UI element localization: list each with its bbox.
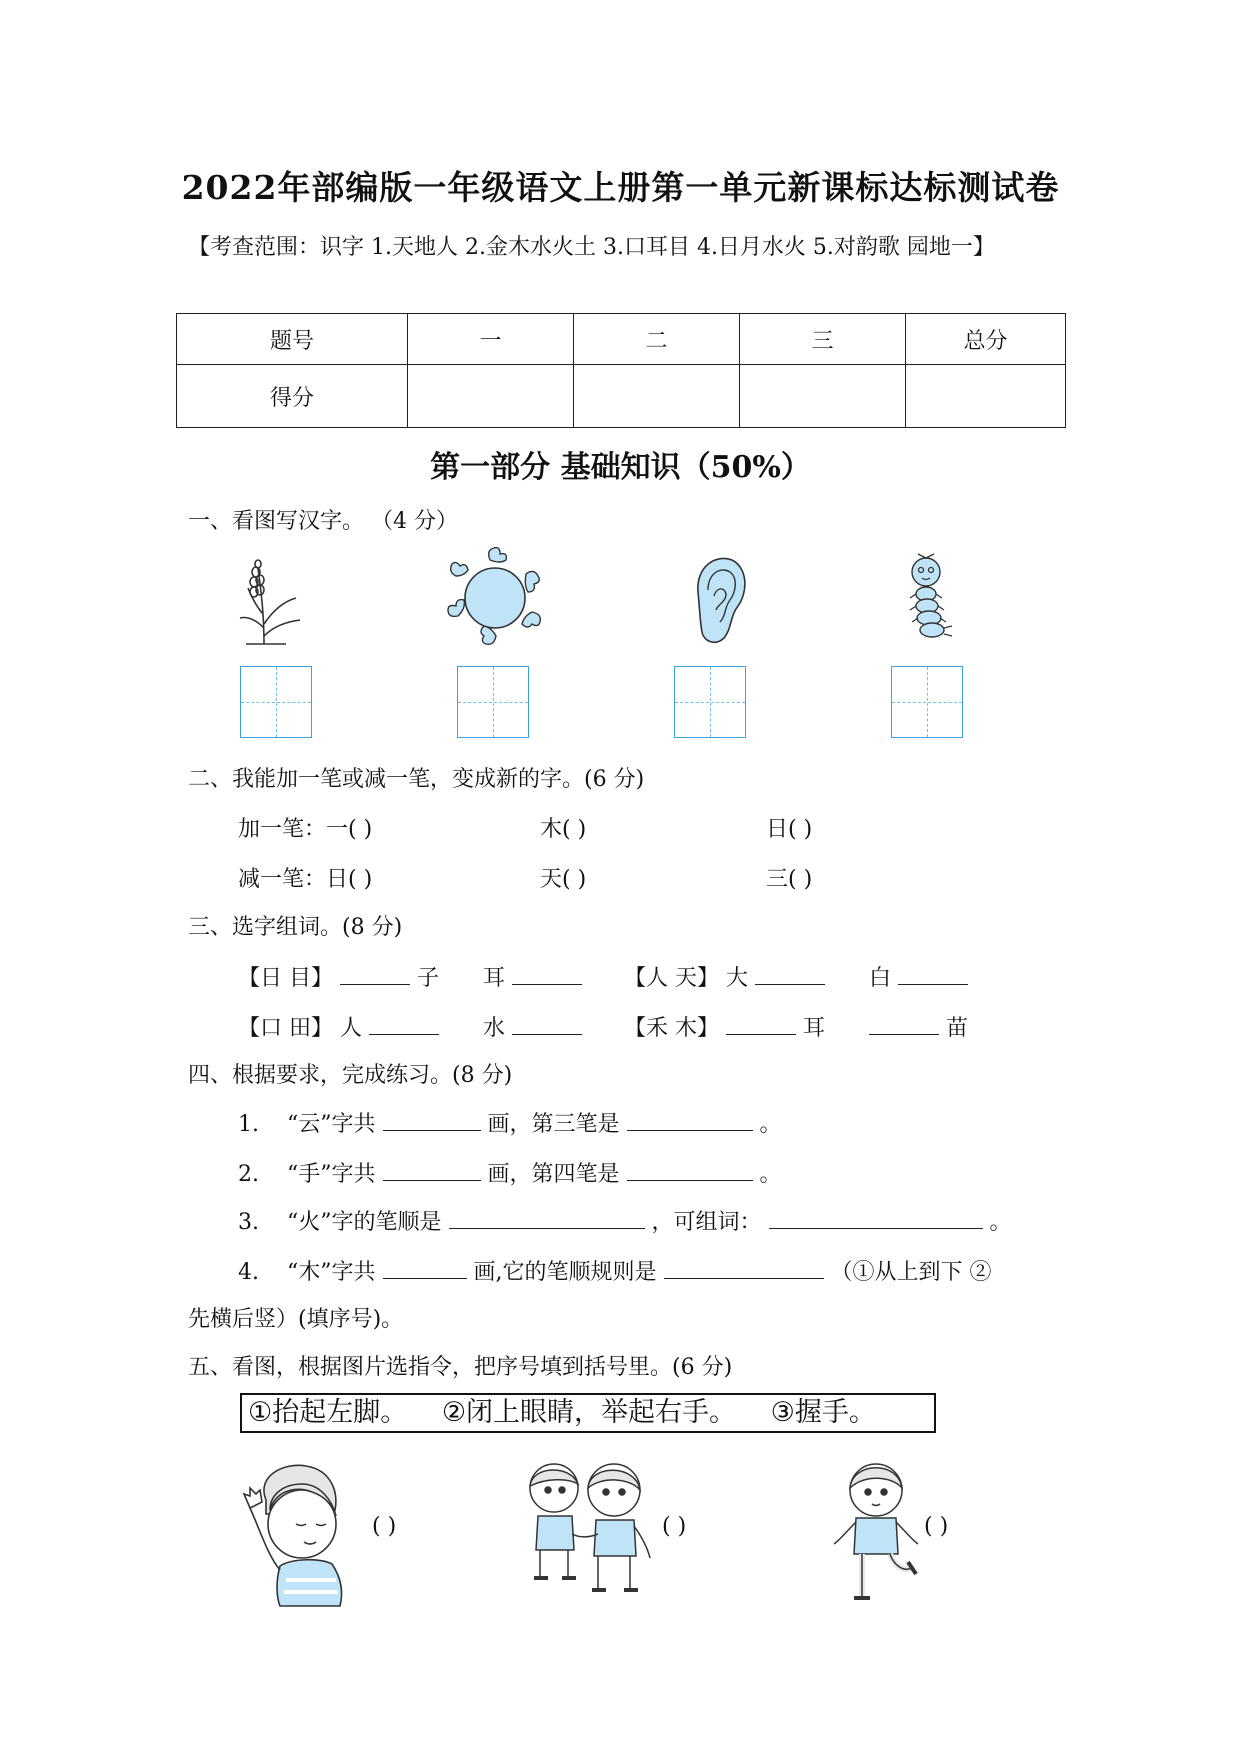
q4-text: “木”字共 [287, 1260, 376, 1285]
q3-blank[interactable] [726, 1010, 796, 1035]
answer-blank[interactable]: ( ) [924, 1514, 949, 1539]
q3-group: 【口 田】 [238, 1016, 333, 1041]
score-header-cell: 二 [574, 314, 740, 365]
q4-item-4-continued: 先横后竖）(填序号)。 [188, 1307, 404, 1332]
q3-row2 [238, 1010, 968, 1042]
q4-text: 画，第三笔是 [487, 1112, 620, 1137]
q4-blank[interactable] [627, 1106, 753, 1131]
exam-scope: 【考查范围：识字 1.天地人 2.金木水火土 3.口耳目 4.日月水火 5.对韵歌 园地一】 [188, 235, 995, 260]
q3-char: 子 [417, 966, 440, 991]
q4-item-4 [238, 1254, 992, 1286]
q5-title: 五、看图，根据图片选指令，把序号填到括号里。(6 分) [188, 1355, 733, 1380]
q3-blank[interactable] [512, 1010, 582, 1035]
command-item: ③握手。 [770, 1397, 876, 1428]
q4-text: ，可组词： [651, 1210, 762, 1235]
q2-add-label: 加一笔： [238, 817, 327, 842]
q4-item-1 [238, 1106, 782, 1138]
sun-icon [440, 546, 550, 650]
command-item: ①抬起左脚。 [248, 1397, 408, 1428]
q3-row1 [238, 960, 968, 992]
q4-blank[interactable] [383, 1106, 481, 1131]
q3-group: 【日 目】 [238, 966, 333, 991]
score-cell[interactable] [408, 365, 574, 428]
writing-grid-1[interactable] [240, 666, 312, 738]
q3-char: 人 [340, 1016, 363, 1041]
q2-add-item[interactable]: 木( ) [540, 817, 587, 842]
boy-raising-hand-icon [236, 1460, 366, 1608]
q1-title: 一、看图写汉字。 （4 分） [188, 509, 458, 534]
q3-char: 白 [869, 966, 892, 991]
boy-lifting-foot-icon [832, 1456, 922, 1612]
q4-text: 。 [989, 1210, 1012, 1235]
q3-char: 水 [483, 1016, 506, 1041]
q3-char: 苗 [946, 1016, 969, 1041]
q4-blank[interactable] [769, 1204, 983, 1229]
q4-title: 四、根据要求，完成练习。(8 分) [188, 1063, 513, 1088]
q2-sub-item[interactable]: 三( ) [766, 867, 813, 892]
score-header-cell: 题号 [177, 314, 408, 365]
q3-char: 耳 [483, 966, 506, 991]
ear-icon [686, 552, 750, 648]
q3-blank[interactable] [340, 960, 410, 985]
score-table [176, 313, 1066, 428]
q3-title: 三、选字组词。(8 分) [188, 915, 403, 940]
command-item: ②闭上眼睛，举起右手。 [441, 1397, 737, 1428]
q4-blank[interactable] [383, 1254, 467, 1279]
q4-text: 。 [759, 1162, 782, 1187]
q4-blank[interactable] [383, 1156, 481, 1181]
answer-blank[interactable]: ( ) [372, 1514, 397, 1539]
insect-icon [896, 548, 960, 648]
q2-add-item[interactable]: 一( ) [326, 817, 373, 842]
q4-blank[interactable] [449, 1204, 645, 1229]
q3-blank[interactable] [369, 1010, 439, 1035]
q4-text: 。 [759, 1112, 782, 1137]
q4-text: （①从上到下 ② [830, 1260, 992, 1285]
part1-title: 第一部分 基础知识（50%） [430, 450, 811, 485]
score-row-label: 得分 [177, 365, 408, 428]
q2-title: 二、我能加一笔或减一笔，变成新的字。(6 分) [188, 767, 645, 792]
q3-char: 耳 [803, 1016, 826, 1041]
page-title: 2022年部编版一年级语文上册第一单元新课标达标测试卷 [181, 168, 1060, 207]
q4-item-number: 3. [238, 1210, 259, 1235]
q3-blank[interactable] [869, 1010, 939, 1035]
rice-plant-icon [236, 558, 306, 646]
score-header-cell: 一 [408, 314, 574, 365]
q4-text: “云”字共 [287, 1112, 376, 1137]
score-cell[interactable] [906, 365, 1066, 428]
q3-blank[interactable] [512, 960, 582, 985]
q4-item-2 [238, 1156, 782, 1188]
writing-grid-4[interactable] [891, 666, 963, 738]
q4-item-number: 2. [238, 1162, 259, 1187]
q2-add-item[interactable]: 日( ) [766, 817, 813, 842]
q4-item-3 [238, 1204, 1012, 1236]
q4-text: 画,它的笔顺规则是 [473, 1260, 657, 1285]
score-cell[interactable] [574, 365, 740, 428]
q3-group: 【禾 木】 [624, 1016, 720, 1041]
score-header-cell: 三 [740, 314, 906, 365]
q3-char: 大 [726, 966, 749, 991]
score-header-cell: 总分 [906, 314, 1066, 365]
q3-group: 【人 天】 [624, 966, 720, 991]
writing-grid-3[interactable] [674, 666, 746, 738]
answer-blank[interactable]: ( ) [662, 1514, 687, 1539]
writing-grid-2[interactable] [457, 666, 529, 738]
q3-blank[interactable] [755, 960, 825, 985]
q3-blank[interactable] [898, 960, 968, 985]
q2-sub-item[interactable]: 日( ) [326, 867, 373, 892]
q4-blank[interactable] [664, 1254, 824, 1279]
q2-sub-item[interactable]: 天( ) [540, 867, 587, 892]
two-boys-shaking-hands-icon [518, 1460, 658, 1610]
q4-text: “火”字的笔顺是 [287, 1210, 442, 1235]
q2-sub-label: 减一笔： [238, 867, 327, 892]
q4-blank[interactable] [627, 1156, 753, 1181]
command-box [240, 1393, 936, 1433]
score-cell[interactable] [740, 365, 906, 428]
q4-text: 画，第四笔是 [487, 1162, 620, 1187]
q4-item-number: 1. [238, 1112, 259, 1137]
q4-item-number: 4. [238, 1260, 259, 1285]
q4-text: “手”字共 [287, 1162, 376, 1187]
